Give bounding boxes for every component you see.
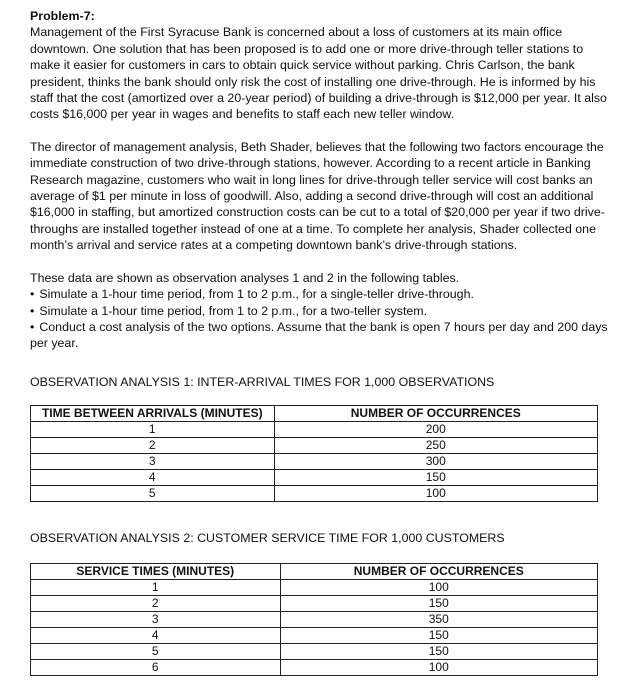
task-item-cost-analysis: • Conduct a cost analysis of the two options. Assume that the bank is open 7 hours per day and 200 days per year. [30, 319, 608, 352]
table-row [31, 486, 598, 502]
table-cell: 1 [31, 580, 281, 596]
column-header: TIME BETWEEN ARRIVALS (MINUTES) [31, 406, 275, 422]
table-row [31, 596, 598, 612]
table-cell: 5 [31, 486, 275, 502]
table-cell: 2 [31, 438, 275, 454]
table-cell: 4 [31, 628, 281, 644]
table-cell: 350 [280, 612, 597, 628]
task-item-single-teller: • Simulate a 1-hour time period, from 1 to 2 p.m., for a single-teller drive-through. [30, 286, 608, 302]
table-row [31, 422, 598, 438]
table-cell: 200 [274, 422, 597, 438]
problem-title: Problem-7: [30, 9, 95, 23]
table-header-row [31, 564, 598, 580]
table-cell: 150 [274, 470, 597, 486]
table-cell: 100 [280, 580, 597, 596]
table-cell: 150 [280, 596, 597, 612]
table-cell: 1 [31, 422, 275, 438]
table-cell: 4 [31, 470, 275, 486]
column-header: NUMBER OF OCCURRENCES [274, 406, 597, 422]
paragraph-intro: These data are shown as observation analyses 1 and 2 in the following tables. [30, 270, 460, 285]
service-time-table [30, 563, 598, 676]
table-cell: 6 [31, 660, 281, 676]
table-cell: 3 [31, 454, 275, 470]
table-cell: 2 [31, 596, 281, 612]
table-header-row [31, 406, 598, 422]
table-row [31, 612, 598, 628]
column-header: SERVICE TIMES (MINUTES) [31, 564, 281, 580]
table1-heading: OBSERVATION ANALYSIS 1: INTER-ARRIVAL TIMES FOR 1,000 OBSERVATIONS [30, 375, 495, 389]
interarrival-table [30, 405, 598, 502]
table-row [31, 628, 598, 644]
table-cell: 250 [274, 438, 597, 454]
table-row [31, 454, 598, 470]
paragraph-analysis: The director of management analysis, Beth Shader, believes that the following two factors encourage the immediate construction of two drive-through stations, however. According to a recent article in Banking Research magazine, customers who wait in long lines for drive-through teller service will cost banks an average of $1 per minute in loss of goodwill. Also, adding a second drive-through will cost an additional $16,000 in staffing, but amortized construction costs can be cut to a total of $20,000 per year if two drive-throughs are installed together instead of one at a time. To complete her analysis, Shader collected one month’s arrival and service rates at a competing downtown bank’s drive-through stations. [30, 139, 605, 253]
table-row [31, 660, 598, 676]
table-cell: 300 [274, 454, 597, 470]
table-row [31, 470, 598, 486]
table-cell: 100 [280, 660, 597, 676]
paragraph-bank-situation: Management of the First Syracuse Bank is concerned about a loss of customers at its main office downtown. One solution that has been proposed is to add one or more drive-through teller stations to make it easier for customers in cars to obtain quick service without parking. Chris Carlson, the bank president, thinks the bank should only risk the cost of installing one drive-through. He is informed by his staff that the cost (amortized over a 20-year period) of building a drive-through is $12,000 per year. It also costs $16,000 per year in wages and benefits to staff each new teller window. [30, 25, 607, 122]
table-row [31, 644, 598, 660]
table-row [31, 580, 598, 596]
table2-heading: OBSERVATION ANALYSIS 2: CUSTOMER SERVICE TIME FOR 1,000 CUSTOMERS [30, 531, 505, 545]
table-cell: 3 [31, 612, 281, 628]
task-list [30, 286, 608, 352]
table-cell: 150 [280, 628, 597, 644]
problem-document [30, 8, 608, 674]
table-row [31, 438, 598, 454]
column-header: NUMBER OF OCCURRENCES [280, 564, 597, 580]
table-cell: 150 [280, 644, 597, 660]
table-cell: 5 [31, 644, 281, 660]
table-cell: 100 [274, 486, 597, 502]
task-item-two-teller: • Simulate a 1-hour time period, from 1 to 2 p.m., for a two-teller system. [30, 303, 608, 319]
